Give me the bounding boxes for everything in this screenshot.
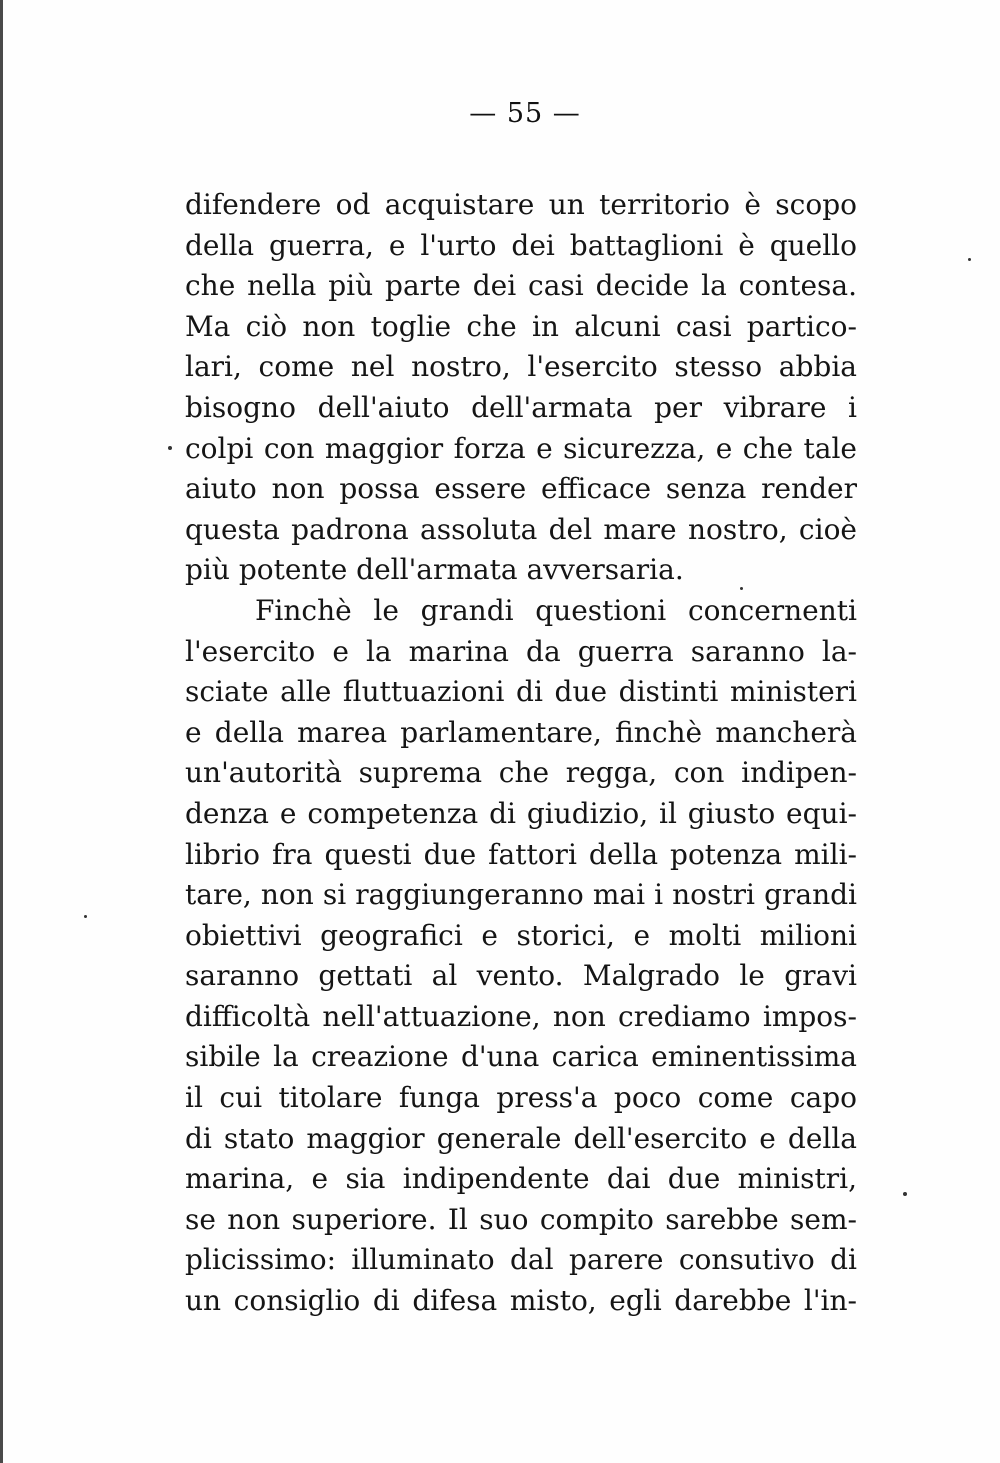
text-line: saranno gettati al vento. Malgrado le gravi — [185, 959, 857, 993]
text-line: difficoltà nell'attuazione, non crediamo impos- — [185, 999, 857, 1033]
text-line: sciate alle fluttuazioni di due distinti ministeri — [185, 675, 857, 709]
text-line: denza e competenza di giudizio, il giusto equi- — [185, 796, 857, 830]
text-line: un consiglio di difesa misto, egli darebbe l'in- — [185, 1284, 857, 1318]
text-line: di stato maggior generale dell'esercito e della — [185, 1121, 857, 1155]
text-line: plicissimo: illuminato dal parere consutivo di — [185, 1243, 857, 1277]
text-line: il cui titolare funga press'a poco come capo — [185, 1081, 857, 1115]
text-line: tare, non si raggiungeranno mai i nostri grandi — [185, 878, 857, 912]
text-line: librio fra questi due fattori della potenza mili- — [185, 837, 857, 871]
page-binding-edge — [0, 0, 3, 1463]
ink-speck — [903, 1192, 907, 1196]
text-line: sibile la creazione d'una carica eminentissima — [185, 1040, 857, 1074]
text-line: un'autorità suprema che regga, con indipen- — [185, 756, 857, 790]
text-line: bisogno dell'aiuto dell'armata per vibrare i — [185, 390, 857, 424]
text-line: difendere od acquistare un territorio è scopo — [185, 188, 857, 221]
text-line: aiuto non possa essere efficace senza render — [185, 472, 857, 506]
text-line: questa padrona assoluta del mare nostro, cioè — [185, 512, 857, 546]
ink-speck — [84, 915, 87, 918]
text-line: della guerra, e l'urto dei battaglioni è quello — [185, 228, 857, 262]
ink-speck — [740, 587, 743, 590]
text-line: Ma ciò non toglie che in alcuni casi partico- — [185, 309, 857, 343]
body-text — [185, 185, 857, 1322]
ink-speck — [968, 258, 971, 261]
text-line: e della marea parlamentare, finchè mancherà — [185, 715, 857, 749]
text-line: lari, come nel nostro, l'esercito stesso abbia — [185, 350, 857, 384]
text-line: se non superiore. Il suo compito sarebbe sem- — [185, 1202, 857, 1236]
ink-speck — [168, 446, 172, 450]
page-number: — 55 — — [469, 98, 581, 129]
text-line: marina, e sia indipendente dai due ministri, — [185, 1162, 857, 1196]
paragraph-end-line: più potente dell'armata avversaria. — [185, 553, 684, 587]
text-line: obiettivi geografici e storici, e molti milioni — [185, 918, 857, 952]
text-line: colpi con maggior forza e sicurezza, e che tale — [185, 431, 857, 465]
paragraph-start-line: Finchè le grandi questioni concernenti — [255, 593, 857, 627]
text-line: l'esercito e la marina da guerra saranno la- — [185, 634, 857, 668]
text-line: che nella più parte dei casi decide la contesa. — [185, 269, 857, 303]
